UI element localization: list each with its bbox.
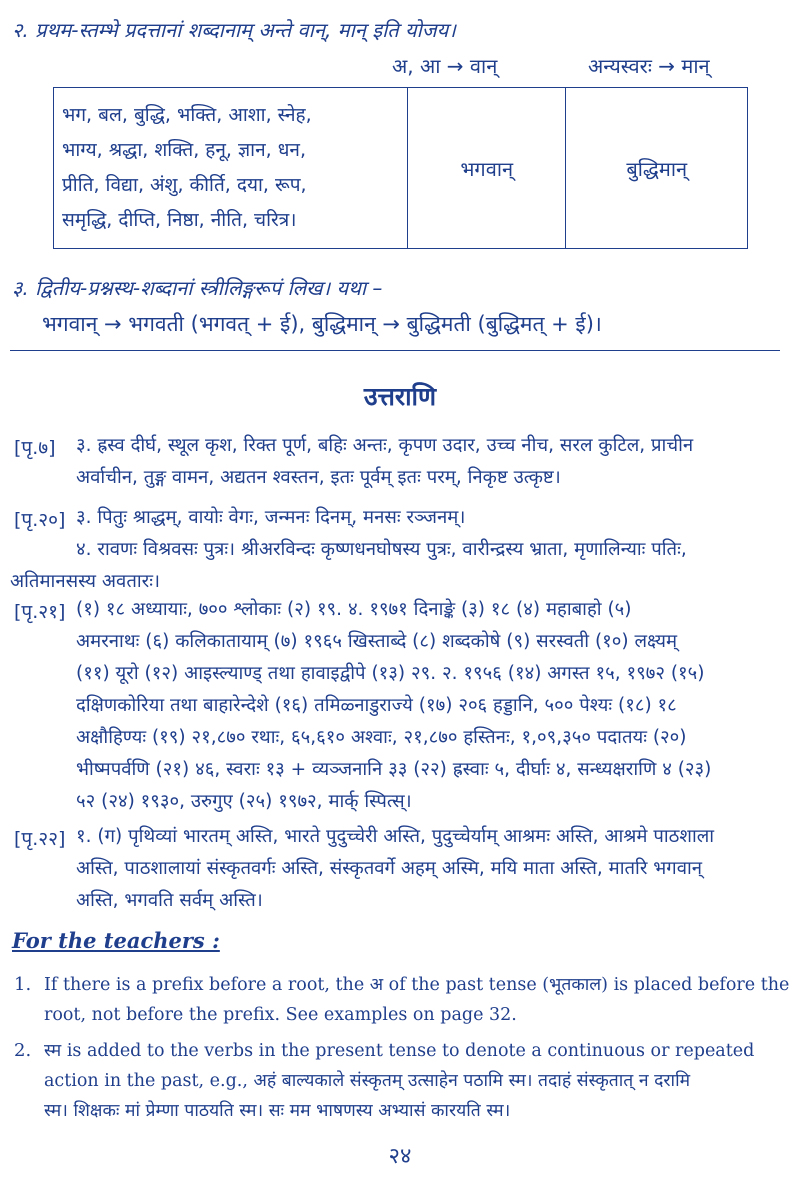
answer-line: (१) १८ अध्यायाः, ७०० श्लोकाः (२) १९. ४. १९७१ दिनाङ्के (३) १८ (४) महाबाहो (५) <box>76 599 632 620</box>
word-list-line: प्रीति, विद्या, अंशु, कीर्ति, दया, रूप, <box>62 174 307 196</box>
answer-line: अस्ति, भगवति सर्वम् अस्ति। <box>76 890 263 911</box>
teacher-note-line: स्म। शिक्षकः मां प्रेम्णा पाठयति स्म। सः मम भाषणस्य अभ्यासं कारयति स्म। <box>44 1101 511 1121</box>
word-list-cell <box>54 88 408 249</box>
teachers-heading: For the teachers : <box>12 928 220 953</box>
teacher-note <box>44 1036 789 1126</box>
answer-text <box>76 594 786 818</box>
answer-line: दक्षिणकोरिया तथा बाहारेन्देशे (१६) तमिळ्नाडुराज्ये (१७) २०६ हड्डानि, ५०० पेश्यः (१८) १८ <box>76 695 677 716</box>
answer-line: अतिमानसस्य अवतारः। <box>10 571 160 592</box>
exercise-3-prompt: ३. द्वितीय-प्रश्नस्थ-शब्दानां स्त्रीलिङ्गरूपं लिख। यथा – <box>12 276 383 300</box>
answer-page-ref: [पृ.७] <box>14 437 56 459</box>
answer-page-ref: [पृ.२०] <box>14 509 66 531</box>
van-example-cell: भगवान् <box>408 88 566 249</box>
answers-title: उत्तराणि <box>363 382 437 411</box>
section-divider <box>10 350 780 351</box>
exercise-3-example: भगवान् → भगवती (भगवत् + ई), बुद्धिमान् → बुद्धिमती (बुद्धिमत् + ई)। <box>42 312 602 336</box>
answer-line: अस्ति, पाठशालायां संस्कृतवर्गः अस्ति, संस्कृतवर्गे अहम् अस्मि, मयि माता अस्ति, मातरि भगवान् <box>76 858 703 879</box>
exercise-2-prompt: २. प्रथम-स्तम्भे प्रदत्तानां शब्दानाम् अन्ते वान्, मान् इति योजय। <box>12 18 456 42</box>
man-column-header: अन्यस्वरः → मान् <box>588 54 710 78</box>
answer-line: ४. रावणः विश्रवसः पुत्रः। श्रीअरविन्दः कृष्णधनघोषस्य पुत्रः, वारीन्द्रस्य भ्राता, मृणालिन्याः पतिः, <box>76 539 687 560</box>
answer-line: भीष्मपर्वणि (२१) ४६, स्वराः १३ + व्यञ्जनानि ३३ (२२) ह्रस्वाः ५, दीर्घाः ४, सन्ध्यक्षराणि ४ (२३) <box>76 759 712 780</box>
answer-page-ref: [पृ.२२] <box>14 828 66 850</box>
answer-line: ५२ (२४) १९३०, उरुगुए (२५) १९७२, मार्क् स्पित्स्। <box>76 791 412 812</box>
word-list-line: भाग्य, श्रद्धा, शक्ति, हनू, ज्ञान, धन, <box>62 139 306 161</box>
teacher-note-line: If there is a prefix before a root, the अ of the past tense (भूतकाल) is placed before the <box>44 975 790 995</box>
answer-line: ३. पितुः श्राद्धम्, वायोः वेगः, जन्मनः दिनम्, मनसः रञ्जनम्। <box>76 507 466 528</box>
teacher-note <box>44 970 789 1030</box>
teacher-note-line: स्म is added to the verbs in the present tense to denote a continuous or repeated <box>44 1041 755 1061</box>
man-example-cell: बुद्धिमान् <box>566 88 748 249</box>
teacher-note-number: 1. <box>14 974 32 995</box>
answer-line: १. (ग) पृथिव्यां भारतम् अस्ति, भारते पुदुच्चेरी अस्ति, पुदुच्चेर्याम् आश्रमः अस्ति, आश्रमे पाठशाला <box>76 826 715 847</box>
answer-text <box>76 821 786 917</box>
answer-page-ref: [पृ.२१] <box>14 601 66 623</box>
word-list-line: समृद्धि, दीप्ति, निष्ठा, नीति, चरित्र। <box>62 209 297 231</box>
teacher-note-line: action in the past, e.g., अहं बाल्यकाले संस्कृतम् उत्साहेन पठामि स्म। तदाहं संस्कृतात् न दरामि <box>44 1071 691 1091</box>
teacher-note-line: root, not before the prefix. See examples on page 32. <box>44 1005 517 1025</box>
answer-text <box>76 430 786 494</box>
teacher-note-number: 2. <box>14 1040 32 1061</box>
answer-line: अमरनाथः (६) कलिकातायाम् (७) १९६५ खिस्ताब्दे (८) शब्दकोषे (९) सरस्वती (१०) लक्ष्यम् <box>76 631 678 652</box>
word-table <box>53 87 748 249</box>
page-number: २४ <box>388 1144 412 1169</box>
answer-line: (११) यूरो (१२) आइस्ल्याण्ड् तथा हावाइद्वीपे (१३) २९. २. १९५६ (१४) अगस्त १५, १९७२ (१५) <box>76 663 705 684</box>
answer-line: अक्षौहिण्यः (१९) २१,८७० रथाः, ६५,६१० अश्वाः, २१,८७० हस्तिनः, १,०९,३५० पदातयः (२०) <box>76 727 687 748</box>
word-list-line: भग, बल, बुद्धि, भक्ति, आशा, स्नेह, <box>62 104 312 126</box>
van-column-header: अ, आ → वान् <box>392 54 498 78</box>
answer-line: ३. ह्रस्व दीर्घ, स्थूल कृश, रिक्त पूर्ण, बहिः अन्तः, कृपण उदार, उच्च नीच, सरल कुटिल, प्राचीन <box>76 435 694 456</box>
answer-line: अर्वाचीन, तुङ्ग वामन, अद्यतन श्वस्तन, इतः पूर्वम् इतः परम्, निकृष्ट उत्कृष्ट। <box>76 467 561 488</box>
